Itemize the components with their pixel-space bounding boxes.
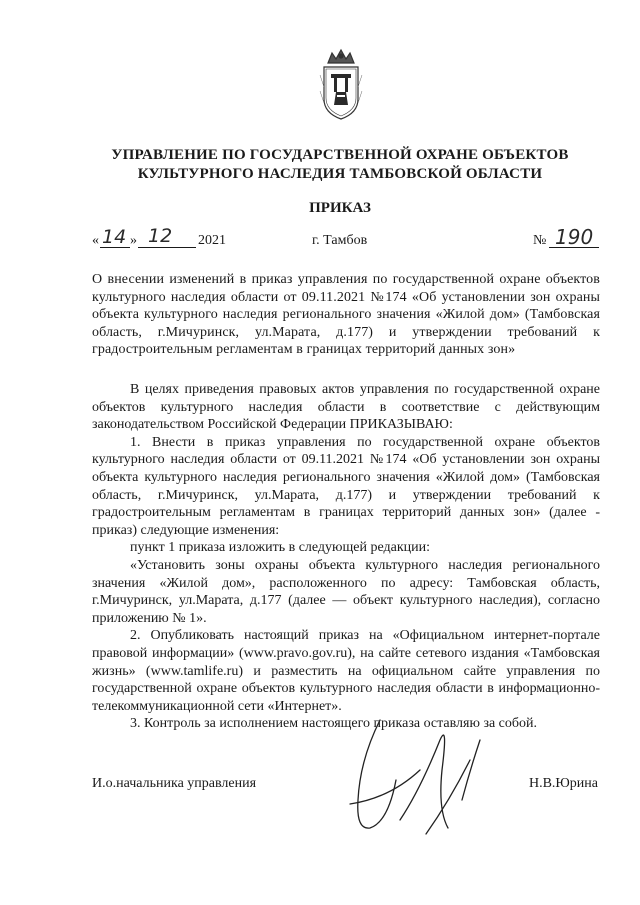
document-type-title: ПРИКАЗ	[309, 200, 371, 216]
signatory-name: Н.В.Юрина	[528, 776, 598, 791]
date-open-quote: «	[92, 233, 99, 248]
date-day: 14	[102, 226, 127, 248]
body-paragraph: 1. Внести в приказ управления по государственной охране объектов культурного наследия области от 09.11.2021 №174 «Об установлении зон охраны объекта культурного наследия регионального значения «Жилой дом» (Тамбовская область, г.Мичуринск, ул.Марата, д.177) и утверждении требований к градостроительным регламентам в границах территорий данных зон» (далее - приказ) следующие изменения:	[92, 434, 600, 538]
org-line-1: УПРАВЛЕНИЕ ПО ГОСУДАРСТВЕННОЙ ОХРАНЕ ОБЪЕКТОВ	[111, 147, 569, 163]
body-paragraph: В целях приведения правовых актов управления по государственной охране объектов культурного наследия области в соответствие с действующим законодательством Российской Федерации ПРИКАЗЫВАЮ:	[92, 382, 600, 433]
org-line-2: КУЛЬТУРНОГО НАСЛЕДИЯ ТАМБОВСКОЙ ОБЛАСТИ	[137, 166, 543, 182]
document-number: 190	[555, 225, 594, 249]
signatory-position: И.о.начальника управления	[92, 776, 257, 791]
number-label: №	[533, 233, 547, 248]
tambov-coat-of-arms-icon	[318, 47, 364, 123]
date-year: 2021	[198, 233, 226, 248]
document-subject: О внесении изменений в приказ управления по государственной охране объектов культурного наследия области от 09.11.2021 №174 «Об установлении зон охраны объекта культурного наследия регионального значения «Жилой дом» (Тамбовская область, г.Мичуринск, ул.Марата, д.177) и утверждении требований к градостроительным регламентам в границах территорий данных зон»	[92, 272, 600, 357]
body-paragraph: «Установить зоны охраны объекта культурного наследия регионального значения «Жилой дом», расположенного по адресу: Тамбовская область, г.Мичуринск, ул.Марата, д.177 (далее — объект культурного наследия), согласно приложению № 1».	[92, 557, 600, 626]
organization-name	[80, 146, 600, 184]
body-paragraph: 2. Опубликовать настоящий приказ на «Официальном интернет-портале правовой информации» (www.pravo.gov.ru), на сайте сетевого издания «Тамбовская жизнь» (www.tamlife.ru) и разместить на официальном сайте управления по государственной охране объектов культурного наследия области в информационно-телекоммуникационной сети «Интернет».	[92, 628, 600, 714]
body-paragraph: пункт 1 приказа изложить в следующей редакции:	[130, 540, 431, 556]
document-body	[92, 381, 600, 733]
city: г. Тамбов	[312, 233, 368, 248]
handwritten-signature-icon	[330, 700, 490, 860]
date-month: 12	[148, 225, 173, 247]
body-paragraph: 3. Контроль за исполнением настоящего приказа оставляю за собой.	[130, 716, 538, 732]
date-close-quote: »	[130, 233, 137, 248]
date-number-line	[92, 225, 612, 256]
